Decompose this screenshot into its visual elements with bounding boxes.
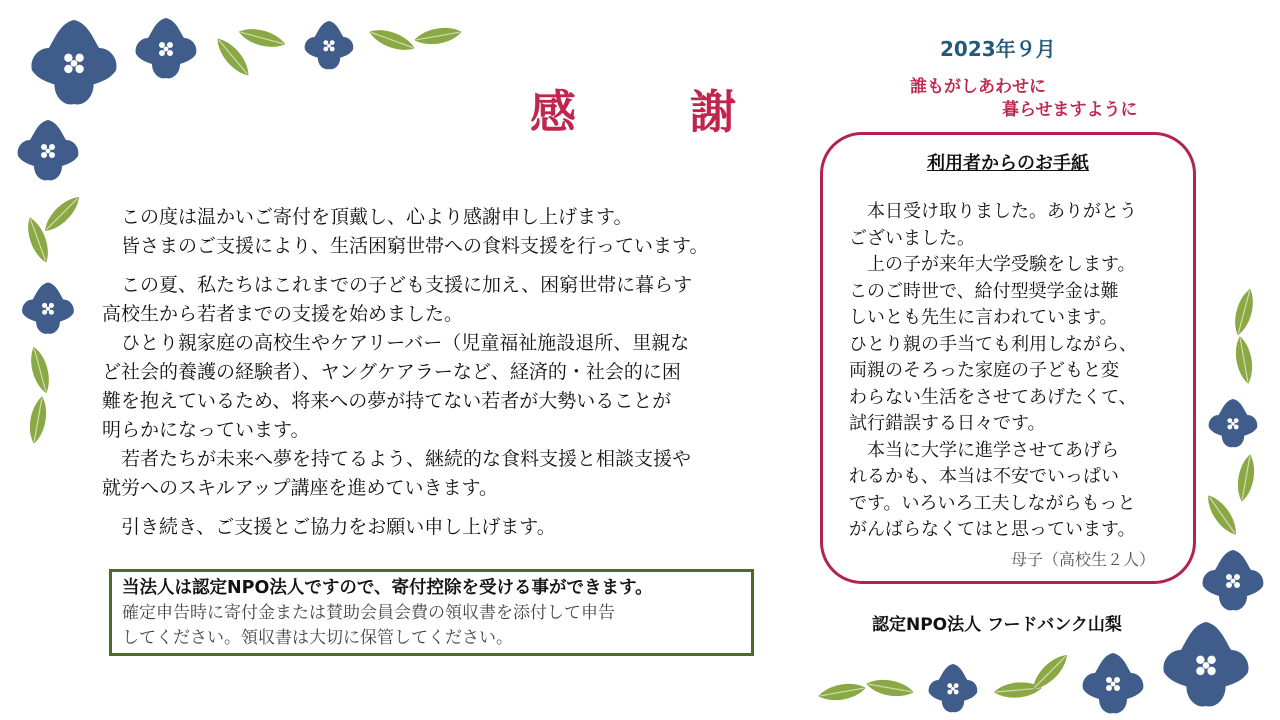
notice-line: 確定申告時に寄付金または賛助会員会費の領収書を添付して申告 bbox=[122, 603, 615, 623]
body-line: 引き続き、ご支援とご協力をお願い申し上げます。 bbox=[102, 516, 556, 538]
letter-line: です。いろいろ工夫しながらもっと bbox=[849, 492, 1136, 514]
body-line: 若者たちが未来へ夢を持てるよう、継続的な食料支援と相談支援や bbox=[102, 448, 692, 470]
flower-icon bbox=[929, 664, 978, 712]
body-line: この度は温かいご寄付を頂戴し、心より感謝申し上げます。 bbox=[102, 206, 633, 228]
body-line: ど社会的養護の経験者）、ヤングケアラーなど、経済的・社会的に困 bbox=[102, 361, 681, 383]
letter-line: 本日受け取りました。ありがとう bbox=[849, 201, 1137, 222]
leaf-icon bbox=[413, 24, 463, 47]
leaf-icon bbox=[27, 345, 54, 395]
leaf-icon bbox=[26, 395, 49, 445]
letter-line: 試行錯誤する日々です。 bbox=[849, 413, 1046, 434]
body-line: ひとり親家庭の高校生やケアリーバー（児童福祉施設退所、里親な bbox=[102, 332, 690, 354]
organization-name: 認定NPO法人 フードバンク山梨 bbox=[872, 615, 1122, 635]
leaf-icon bbox=[1232, 335, 1255, 385]
flower-icon bbox=[136, 18, 197, 78]
letter-line: ございました。 bbox=[849, 227, 975, 249]
body-line: 就労へのスキルアップ講座を進めていきます。 bbox=[102, 477, 498, 499]
flower-icon bbox=[1209, 399, 1258, 447]
notice-line: してください。領収書は大切に保管してください。 bbox=[122, 628, 513, 648]
letter-line: わらない生活をさせてあげたくて、 bbox=[849, 386, 1137, 408]
letter-line: しいとも先生に言われています。 bbox=[849, 307, 1118, 328]
tax-deduction-notice bbox=[109, 569, 754, 656]
letter-line: がんばらなくてはと思っています。 bbox=[849, 519, 1136, 540]
flower-icon bbox=[1083, 653, 1144, 713]
flower-icon bbox=[305, 21, 354, 69]
letter-heading: 利用者からのお手紙 bbox=[927, 153, 1089, 174]
letter-line: ひとり親の手当ても利用しながら、 bbox=[849, 333, 1137, 355]
letter-line: 上の子が来年大学受験をします。 bbox=[849, 254, 1136, 275]
letter-signature: 母子（高校生２人） bbox=[1010, 550, 1155, 569]
body-line: この夏、私たちはこれまでの子ども支援に加え、困窮世帯に暮らす bbox=[102, 274, 693, 296]
notice-headline: 当法人は認定NPO法人ですので、寄付控除を受ける事ができます。 bbox=[122, 578, 653, 598]
leaf-icon bbox=[1202, 491, 1242, 539]
leaf-icon bbox=[1234, 453, 1257, 503]
issue-date: 2023年９月 bbox=[940, 37, 1056, 61]
slogan-line-2: 暮らせますように bbox=[1002, 100, 1138, 120]
slogan-line-1: 誰もがしあわせに bbox=[910, 77, 1046, 97]
flower-icon bbox=[22, 283, 74, 334]
letter-line: 本当に大学に進学させてあげら bbox=[849, 439, 1119, 461]
letter-line: 両親のそろった家庭の子どもと変 bbox=[849, 360, 1119, 381]
flower-icon bbox=[1203, 550, 1264, 610]
leaf-icon bbox=[367, 25, 417, 56]
flower-icon bbox=[18, 120, 79, 180]
leaf-icon bbox=[1028, 650, 1073, 695]
body-line: 難を抱えているため、将来への夢が持てない若者が大勢いることが bbox=[102, 390, 672, 412]
leaf-icon bbox=[212, 34, 254, 80]
leaf-icon bbox=[40, 192, 85, 237]
letter-body bbox=[849, 199, 1137, 544]
message-body bbox=[102, 203, 807, 542]
flower-icon bbox=[1163, 622, 1248, 707]
body-line: 皆さまのご支援により、生活困窮世帯への食料支援を行っています。 bbox=[102, 235, 709, 257]
user-letter-box bbox=[820, 132, 1196, 584]
letter-line: れるかも、本当は不安でいっぱい bbox=[849, 466, 1119, 487]
flower-icon bbox=[31, 20, 116, 105]
letter-line: このご時世で、給付型奨学金は難 bbox=[849, 280, 1119, 302]
leaf-icon bbox=[865, 676, 915, 699]
leaf-icon bbox=[1231, 287, 1258, 337]
body-line: 高校生から若者までの支援を始めました。 bbox=[102, 303, 464, 325]
leaf-icon bbox=[817, 680, 867, 703]
page-title: 感 謝 bbox=[530, 85, 770, 139]
leaf-icon bbox=[237, 25, 287, 52]
body-line: 明らかになっています。 bbox=[102, 419, 310, 441]
